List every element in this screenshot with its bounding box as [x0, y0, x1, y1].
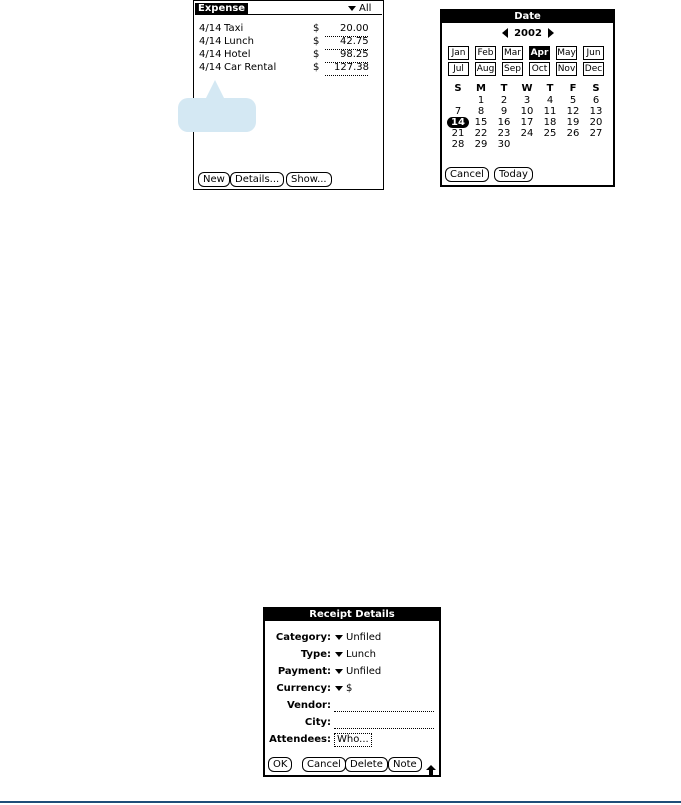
day-cell[interactable]: 13 [589, 106, 603, 117]
chevron-down-icon [335, 669, 343, 674]
category-value: Unfiled [346, 632, 382, 643]
month-aug[interactable]: Aug [476, 64, 495, 74]
row-type: Taxi [224, 23, 244, 34]
row-currency: $ [313, 36, 320, 47]
year-value: 2002 [514, 28, 542, 39]
previous-year-icon[interactable] [502, 28, 508, 38]
category-picker[interactable] [335, 632, 381, 644]
chevron-down-icon [335, 635, 343, 640]
month-apr[interactable]: Apr [530, 48, 549, 58]
scroll-up-arrow-icon[interactable] [425, 761, 437, 773]
day-cell[interactable]: 3 [523, 95, 531, 106]
row-amount[interactable]: 127.38 [334, 62, 369, 73]
ok-button[interactable]: OK [268, 757, 292, 772]
day-cell[interactable]: 22 [474, 128, 488, 139]
today-button[interactable]: Today [494, 167, 533, 182]
vendor-field[interactable] [334, 711, 434, 712]
row-type: Hotel [224, 49, 251, 60]
row-type: Lunch [224, 36, 254, 47]
row-date: 4/14 [199, 49, 222, 60]
cancel-button[interactable]: Cancel [302, 757, 346, 772]
receipt-details-title: Receipt Details [265, 609, 439, 621]
day-cell[interactable]: 29 [474, 139, 488, 150]
row-amount[interactable]: 98.25 [340, 49, 369, 60]
delete-button[interactable]: Delete [345, 757, 388, 772]
city-label: City: [304, 717, 331, 728]
category-filter-dropdown[interactable] [348, 3, 371, 15]
day-cell[interactable]: 20 [589, 117, 603, 128]
show-button[interactable]: Show... [286, 172, 332, 187]
month-mar[interactable]: Mar [502, 46, 523, 60]
weekday-label: F [569, 83, 577, 94]
payment-picker[interactable] [335, 666, 381, 678]
day-cell[interactable]: 21 [451, 128, 465, 139]
row-type: Car Rental [224, 62, 277, 73]
callout-pointer [206, 80, 224, 98]
payment-value: Unfiled [346, 666, 382, 677]
month-jun[interactable]: Jun [583, 46, 604, 60]
day-cell[interactable]: 8 [477, 106, 485, 117]
row-amount[interactable]: 20.00 [340, 23, 369, 34]
weekday-label: T [546, 83, 554, 94]
year-selector [492, 28, 564, 40]
day-cell[interactable]: 30 [497, 139, 511, 150]
note-button[interactable]: Note [388, 757, 422, 772]
type-value: Lunch [346, 649, 376, 660]
attendees-who-button[interactable]: Who... [334, 733, 372, 747]
day-cell[interactable]: 4 [546, 95, 554, 106]
category-filter-value: All [359, 3, 372, 14]
day-cell[interactable]: 24 [520, 128, 534, 139]
category-label: Category: [275, 632, 331, 643]
day-cell[interactable]: 25 [543, 128, 557, 139]
day-cell[interactable]: 5 [569, 95, 577, 106]
day-cell-selected[interactable]: 14 [447, 117, 469, 128]
date-dialog-title: Date [442, 11, 613, 23]
month-jul[interactable]: Jul [448, 62, 469, 76]
chevron-down-icon [348, 6, 356, 11]
currency-picker[interactable] [335, 683, 352, 695]
amount-underline [325, 75, 368, 76]
weekday-label: M [476, 83, 486, 94]
month-jan[interactable]: Jan [448, 46, 469, 60]
type-label: Type: [300, 649, 331, 660]
date-dialog [440, 9, 615, 187]
day-cell[interactable]: 1 [477, 95, 485, 106]
row-date: 4/14 [199, 36, 222, 47]
details-button[interactable]: Details... [230, 172, 284, 187]
new-button[interactable]: New [198, 172, 230, 187]
city-field[interactable] [334, 728, 434, 729]
chevron-down-icon [335, 686, 343, 691]
day-cell[interactable]: 26 [566, 128, 580, 139]
page-bottom-rule [0, 801, 681, 803]
cancel-button[interactable]: Cancel [445, 167, 489, 182]
row-date: 4/14 [199, 62, 222, 73]
day-cell[interactable]: 12 [566, 106, 580, 117]
month-dec[interactable]: Dec [584, 64, 603, 74]
weekday-label: S [454, 83, 462, 94]
day-cell[interactable]: 11 [543, 106, 557, 117]
receipt-details-dialog [263, 607, 441, 777]
weekday-label: T [500, 83, 508, 94]
payment-label: Payment: [277, 666, 331, 677]
day-cell[interactable]: 9 [500, 106, 508, 117]
row-currency: $ [313, 23, 320, 34]
day-cell[interactable]: 28 [451, 139, 465, 150]
month-feb[interactable]: Feb [475, 46, 496, 60]
day-cell[interactable]: 19 [566, 117, 580, 128]
day-cell[interactable]: 23 [497, 128, 511, 139]
weekday-label: W [521, 83, 533, 94]
month-may[interactable]: May [557, 48, 576, 58]
vendor-label: Vendor: [286, 700, 331, 711]
currency-label: Currency: [276, 683, 331, 694]
day-cell[interactable]: 2 [500, 95, 508, 106]
attendees-label: Attendees: [269, 734, 331, 745]
day-cell[interactable]: 7 [454, 106, 462, 117]
day-cell[interactable]: 6 [592, 95, 600, 106]
day-cell[interactable]: 17 [520, 117, 534, 128]
row-currency: $ [313, 49, 320, 60]
row-date: 4/14 [199, 23, 222, 34]
row-amount[interactable]: 42.75 [340, 36, 369, 47]
month-oct[interactable]: Oct [529, 62, 550, 76]
day-cell[interactable]: 27 [589, 128, 603, 139]
day-cell[interactable]: 16 [497, 117, 511, 128]
type-picker[interactable] [335, 649, 376, 661]
month-nov[interactable]: Nov [557, 64, 576, 74]
chevron-down-icon [335, 652, 343, 657]
day-cell[interactable]: 10 [520, 106, 534, 117]
row-currency: $ [313, 62, 320, 73]
expense-title: Expense [195, 3, 248, 15]
month-sep[interactable]: Sep [502, 62, 523, 76]
next-year-icon[interactable] [548, 28, 554, 38]
callout-bubble [178, 98, 256, 132]
day-cell[interactable]: 18 [543, 117, 557, 128]
weekday-label: S [592, 83, 600, 94]
currency-value: $ [346, 683, 353, 694]
day-cell[interactable]: 15 [474, 117, 488, 128]
